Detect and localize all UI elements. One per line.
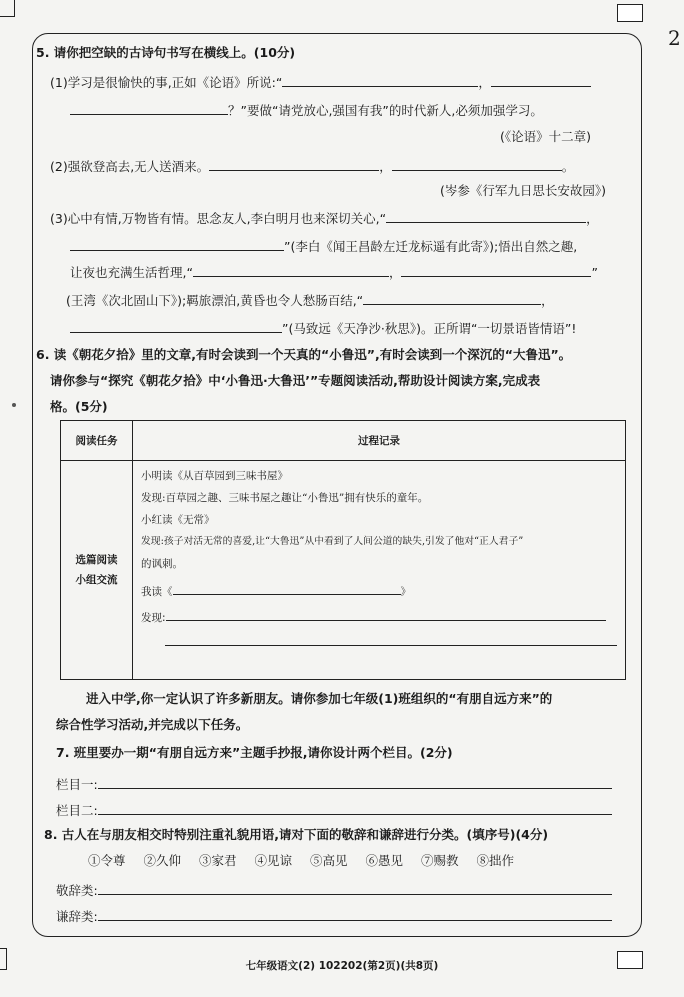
q7-item1-blank[interactable] — [98, 774, 612, 789]
record-line-1: 小明读《从百草园到三味书屋》 — [141, 470, 288, 482]
q8-option-2: ②久仰 — [143, 853, 182, 868]
my-finding-blank-1[interactable] — [166, 606, 606, 621]
intro-line-1: 进入中学,你一定认识了许多新朋友。请你参加七年级(1)班组织的“有朋自远方来”的 — [86, 691, 553, 706]
table-record-cell — [133, 461, 626, 680]
q5-part1-text-b: ？”要做“请党放心,强国有我”的时代新人,必须加强学习。 — [228, 103, 543, 118]
q5-part3-line4 — [66, 290, 554, 310]
q8-respect — [56, 880, 612, 900]
my-finding-label: 发现: — [141, 612, 166, 624]
q5-part3-line3 — [70, 262, 598, 282]
q5-part3-comma-2: ， — [388, 265, 402, 280]
intro-line-2: 综合性学习活动,并完成以下任务。 — [56, 717, 249, 732]
q7-item1 — [56, 774, 612, 794]
record-line-3: 小红读《无常》 — [141, 514, 215, 526]
q5-part2-source: (岑参《行军九日思长安故园》) — [440, 183, 607, 198]
q8-option-4: ④见谅 — [254, 853, 293, 868]
q5-part3-line5 — [70, 318, 576, 338]
table-header-record: 过程记录 — [133, 421, 626, 461]
q6-title-1: 6. 读《朝花夕拾》里的文章,有时会读到一个天真的“小鲁迅”,有时会读到一个深沉的“大鲁迅”。 — [36, 347, 572, 362]
my-finding-line-2 — [141, 631, 617, 653]
q8-option-7: ⑦赐教 — [421, 853, 459, 868]
q7-title: 7. 班里要办一期“有朋自远方来”主题手抄报,请你设计两个栏目。(2分) — [56, 745, 453, 760]
q5-part3-line2 — [70, 236, 577, 256]
q5-title: 5. 请你把空缺的古诗句书写在横线上。(10分) — [36, 45, 296, 60]
q5-part3-text-d: (王湾《次北固山下》);羁旅漂泊,黄昏也令人愁肠百结,“ — [66, 293, 364, 308]
page-footer: 七年级语文(2) 102202(第2页)(共8页) — [245, 960, 439, 972]
q5-part2-comma: ， — [379, 159, 392, 174]
q5-part1-blank-1[interactable] — [282, 72, 478, 87]
reading-plan-table — [60, 420, 626, 680]
q5-part3-blank-1[interactable] — [386, 208, 586, 223]
q5-part2-blank-1[interactable] — [209, 156, 379, 171]
q5-part1-line2 — [70, 100, 543, 120]
q7-item2-label: 栏目二: — [56, 803, 98, 818]
q5-part3-blank-4[interactable] — [401, 262, 591, 277]
q5-part1-comma: ， — [478, 75, 491, 90]
task-label-line1: 选篇阅读 — [75, 554, 118, 566]
scan-speck — [12, 403, 16, 407]
q5-part3-blank-5[interactable] — [363, 290, 541, 305]
q5-part1-source: (《论语》十二章) — [500, 129, 592, 144]
q5-part3-text-b: ”(李白《闻王昌龄左迁龙标遥有此寄》);悟出自然之趣, — [284, 239, 578, 254]
q5-part3-text-c: 让夜也充满生活哲理,“ — [70, 265, 193, 280]
q8-option-1: ①令尊 — [88, 853, 126, 868]
q5-part2-end: 。 — [561, 159, 575, 174]
task-label-line2: 小组交流 — [75, 574, 118, 586]
q5-part3-text-e: ”(马致远《天净沙·秋思》)。正所谓“一切景语皆情语”! — [282, 321, 577, 336]
my-finding-blank-2[interactable] — [165, 631, 617, 646]
q8-respect-label: 敬辞类: — [56, 883, 98, 898]
q7-item2 — [56, 800, 612, 820]
q8-respect-blank[interactable] — [98, 880, 612, 895]
record-line-5: 的讽刺。 — [141, 558, 183, 570]
q5-part1-blank-2[interactable] — [491, 72, 591, 87]
corner-mark-top-right — [617, 4, 643, 22]
q5-part1-text-a: (1)学习是很愉快的事,正如《论语》所说:“ — [50, 75, 283, 90]
my-reading-line — [141, 579, 617, 605]
table-task-cell — [61, 461, 133, 680]
q7-item1-label: 栏目一: — [56, 777, 98, 792]
q6-title-3: 格。(5分) — [50, 399, 108, 414]
q8-options — [88, 852, 514, 870]
q8-title: 8. 古人在与朋友相交时特别注重礼貌用语,请对下面的敬辞和谦辞进行分类。(填序号)(4分) — [44, 827, 549, 842]
page-number-mark: 2 — [668, 26, 681, 50]
my-reading-close: 》 — [400, 586, 411, 598]
q8-option-6: ⑥愚见 — [365, 853, 404, 868]
q8-option-5: ⑤高见 — [310, 853, 348, 868]
q8-humble-label: 谦辞类: — [56, 909, 98, 924]
q5-part3-close-quote: ” — [591, 265, 598, 280]
record-line-2: 发现:百草园之趣、三味书屋之趣让“小鲁迅”拥有快乐的童年。 — [141, 492, 429, 504]
corner-mark-top-left — [0, 0, 15, 17]
q7-item2-blank[interactable] — [98, 800, 612, 815]
my-reading-label: 我读《 — [141, 586, 173, 598]
q5-part2-line — [50, 156, 574, 176]
q8-option-8: ⑧拙作 — [476, 853, 515, 868]
q5-part1-line1 — [50, 72, 591, 92]
q6-title-2: 请你参与“探究《朝花夕拾》中‘小鲁迅·大鲁迅’”专题阅读活动,帮助设计阅读方案,完成表 — [50, 373, 541, 388]
my-finding-line — [141, 605, 617, 631]
my-reading-blank[interactable] — [173, 580, 401, 595]
q8-humble — [56, 906, 612, 926]
record-line-4: 发现:孩子对活无常的喜爱,让“大鲁迅”从中看到了人间公道的缺失,引发了他对“正人君子” — [141, 536, 524, 547]
q5-part3-blank-3[interactable] — [193, 262, 389, 277]
q5-part3-text-a: (3)心中有情,万物皆有情。思念友人,李白明月也来深切关心,“ — [50, 211, 387, 226]
q5-part3-blank-6[interactable] — [70, 318, 282, 333]
q8-option-3: ③家君 — [199, 853, 237, 868]
table-header-task: 阅读任务 — [61, 421, 133, 461]
q5-part3-blank-2[interactable] — [70, 236, 284, 251]
q5-part2-text: (2)强欲登高去,无人送酒来。 — [50, 159, 210, 174]
q8-humble-blank[interactable] — [98, 906, 612, 921]
q5-part3-comma-3: ， — [541, 293, 554, 308]
q5-part3-line1 — [50, 208, 599, 228]
q5-part2-blank-2[interactable] — [392, 156, 562, 171]
q5-part3-comma: ， — [586, 211, 599, 226]
q5-part1-blank-3[interactable] — [70, 100, 228, 115]
